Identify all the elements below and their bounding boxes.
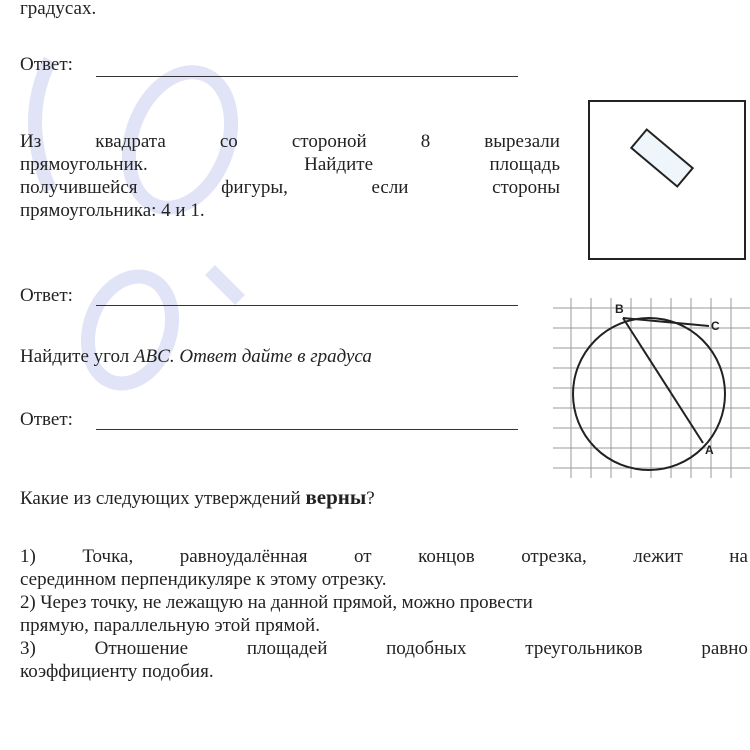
square-figure: [588, 100, 746, 260]
task-square-line-4: прямоугольника: 4 и 1.: [20, 200, 205, 221]
answer-field-3[interactable]: [96, 429, 518, 430]
cut-rectangle-drawing: [590, 102, 744, 258]
task-square-line-2: прямоугольник. Найдите площадь: [20, 154, 560, 175]
answer-field-1[interactable]: [96, 76, 518, 77]
statement-1-line-1: 1) Точка, равноудалённая от концов отрезка, лежит на: [20, 546, 748, 567]
answer-label-3: Ответ:: [20, 409, 73, 430]
answer-label-2: Ответ:: [20, 285, 73, 306]
answer-label-1: Ответ:: [20, 54, 73, 75]
grid-lines: [553, 298, 750, 478]
statement-3-line-1: 3) Отношение площадей подобных треугольников равно: [20, 638, 748, 659]
point-c-label: C: [711, 319, 720, 333]
statements-list: [20, 545, 748, 683]
statement-2-line-2: прямую, параллельную этой прямой.: [20, 615, 320, 636]
statement-3-line-2: коэффициенту подобия.: [20, 661, 214, 682]
cut-rectangle: [631, 130, 692, 187]
circle-grid-figure: [553, 298, 750, 478]
task-angle-text: Найдите угол ABC. Ответ дайте в градуса: [20, 346, 372, 367]
statements-question: Какие из следующих утверждений верны?: [20, 485, 375, 509]
circle: [573, 318, 725, 470]
statement-1-line-2: серединном перпендикуляре к этому отрезку.: [20, 569, 387, 590]
point-b-label: B: [615, 302, 624, 316]
point-a-label: A: [705, 443, 714, 457]
task-square-line-3: получившейся фигуры, если стороны: [20, 177, 560, 198]
task-square-line-1: Из квадрата со стороной 8 вырезали: [20, 131, 560, 152]
previous-task-fragment: градусах.: [20, 0, 97, 19]
answer-field-2[interactable]: [96, 305, 518, 306]
task-square-text: [20, 130, 560, 222]
statement-2-line-1: 2) Через точку, не лежащую на данной прямой, можно провести: [20, 592, 533, 613]
